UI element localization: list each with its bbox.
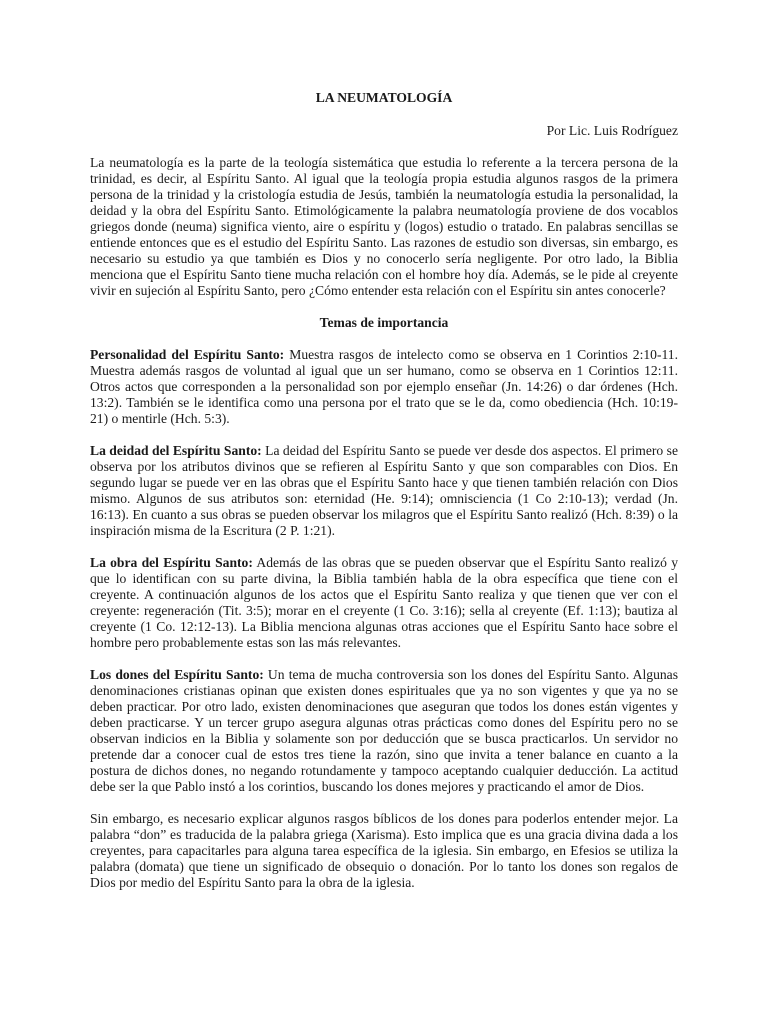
section-text: La deidad del Espíritu Santo se puede ver desde dos aspectos. El primero se observa por los atributos divinos que se refieren al Espíritu Santo y que son comparables con Dios. En segundo lugar se puede ver en las obras que el Espíritu Santo hace y que tienen también relación con Dios mismo. Algunos de sus atributos son: eternidad (He. 9:14); omnisciencia (1 Co 2:10-13); verdad (Jn. 16:13). En cuanto a sus obras se pueden observar los milagros que el Espíritu Santo realizó (Hch. 8:39) o la inspiración misma de la Escritura (2 P. 1:21). <box>90 443 679 538</box>
section-deidad <box>90 443 678 539</box>
section-text: Además de las obras que se pueden observar que el Espíritu Santo realizó y que lo identifican con su parte divina, la Biblia también habla de la obra específica que tiene con el creyente. A continuación algunos de los actos que el Espíritu Santo realiza y que tienen que ver con el creyente: regeneración (Tit. 3:5); morar en el creyente (1 Co. 3:16); sella al creyente (Ef. 1:13); bautiza al creyente (1 Co. 12:12-13). La Biblia menciona algunas otras acciones que el Espíritu Santo hace sobre el hombre pero probablemente estas son las más relevantes. <box>90 555 679 650</box>
section-heading: Los dones del Espíritu Santo: <box>90 667 264 682</box>
section-heading: La deidad del Espíritu Santo: <box>90 443 262 458</box>
section-obra <box>90 555 678 651</box>
document-author: Por Lic. Luis Rodríguez <box>546 123 678 138</box>
section-dones <box>90 667 678 795</box>
section-heading: Personalidad del Espíritu Santo: <box>90 347 285 362</box>
intro-paragraph: La neumatología es la parte de la teología sistemática que estudia lo referente a la tercera persona de la trinidad, es decir, al Espíritu Santo. Al igual que la teología propia estudia algunos rasgos de la primera persona de la trinidad y la cristología estudia de Jesús, también la neumatología estudia la personalidad, la deidad y la obra del Espíritu Santo. Etimológicamente la palabra neumatología proviene de dos vocablos griegos donde (neuma) significa viento, aire o espíritu y (logos) estudio o tratado. En palabras sencillas se entiende entonces que es el estudio del Espíritu Santo. Las razones de estudio son diversas, sin embargo, es necesario su estudio ya que también es Dios y no conocerlo sería negligente. Por otro lado, la Biblia menciona que el Espíritu Santo tiene mucha relación con el hombre hoy día. Además, se le pide al creyente vivir en sujeción al Espíritu Santo, pero ¿Cómo entender esta relación con el Espíritu sin antes conocerle? <box>90 155 678 298</box>
document-title: LA NEUMATOLOGÍA <box>315 90 453 105</box>
section-heading: La obra del Espíritu Santo: <box>90 555 253 570</box>
section-personalidad <box>90 347 678 427</box>
closing-paragraph: Sin embargo, es necesario explicar algunos rasgos bíblicos de los dones para poderlos entender mejor. La palabra “don” es traducida de la palabra griega (Xarisma). Esto implica que es una gracia divina dada a los creyentes, para capacitarles para alguna tarea específica de la iglesia. Sin embargo, en Efesios se utiliza la palabra (domata) que tiene un significado de obsequio o donación. Por lo tanto los dones son regalos de Dios por medio del Espíritu Santo para la obra de la iglesia. <box>90 811 678 890</box>
section-text: Un tema de mucha controversia son los dones del Espíritu Santo. Algunas denominaciones cristianas opinan que existen dones espirituales que ya no son vigentes y que ya no se deben practicar. Por otro lado, existen denominaciones que aseguran que todos los dones están vigentes y deben practicarse. Y un tercer grupo asegura algunas otras prácticas como dones del Espíritu pero no se observan indicios en la Biblia y solamente son por deducción que se busca practicarlos. Un servidor no pretende dar a conocer cual de estos tres tiene la razón, sino que invita a tener balance en cuanto a la postura de dichos dones, no negando rotundamente y tampoco aceptando cualquier deducción. La actitud debe ser la que Pablo instó a los corintios, buscando los dones mejores y practicando el amor de Dios. <box>90 667 678 794</box>
section-subheading: Temas de importancia <box>319 315 449 330</box>
section-text: Muestra rasgos de intelecto como se observa en 1 Corintios 2:10-11. Muestra además rasgos de voluntad al igual que un ser humano, como se observa en 1 Corintios 12:11. Otros actos que corresponden a la personalidad son por ejemplo enseñar (Jn. 14:26) o dar órdenes (Hch. 13:2). También se le identifica como una persona por el trato que se le da, como obediencia (Hch. 10:19-21) o mentirle (Hch. 5:3). <box>90 347 678 426</box>
document-page <box>90 90 678 907</box>
